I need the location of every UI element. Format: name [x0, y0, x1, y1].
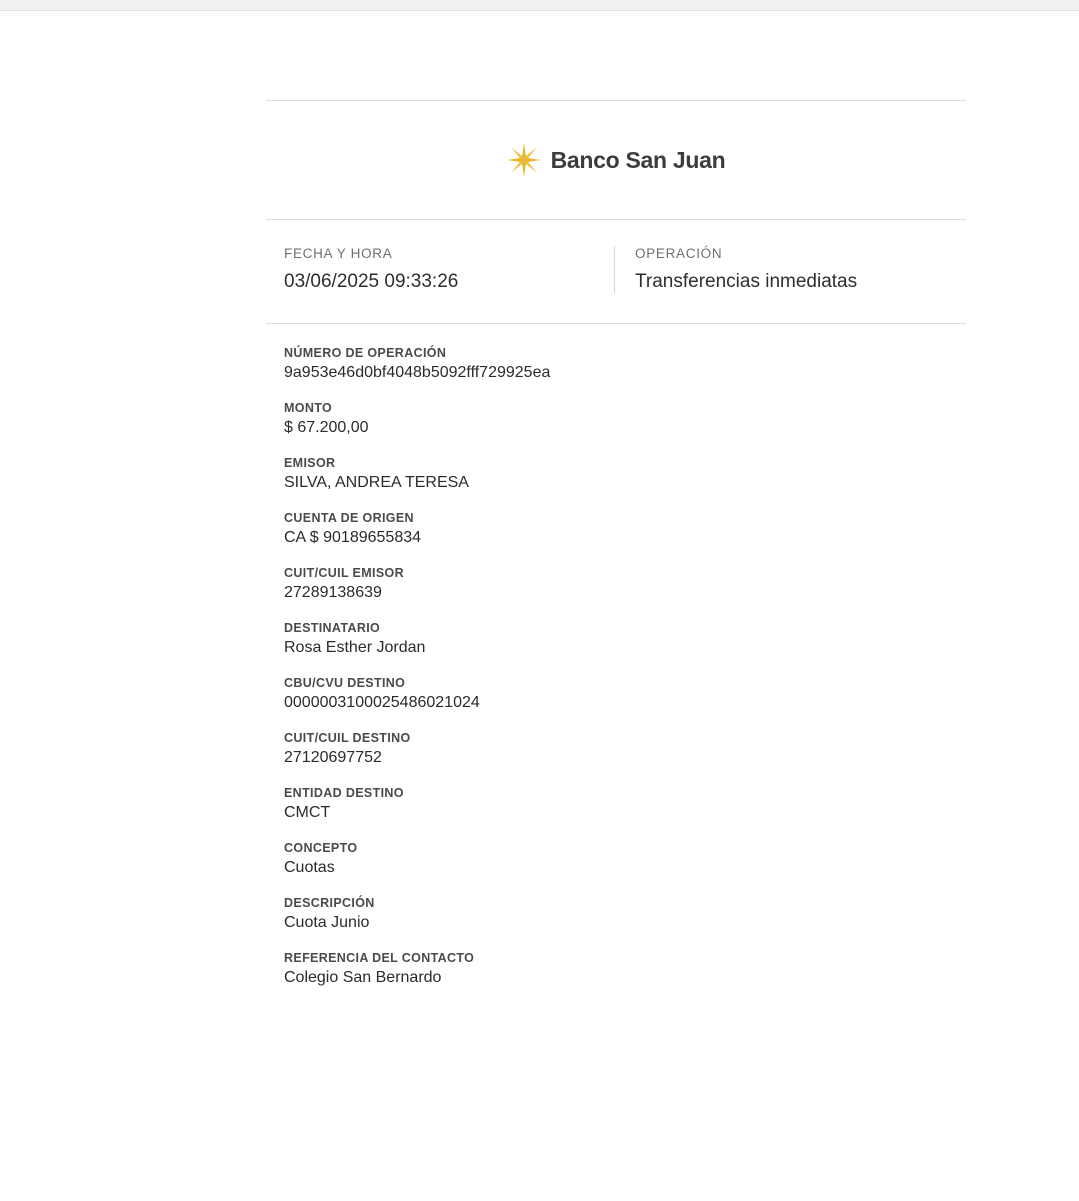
field-label: CBU/CVU DESTINO	[284, 676, 406, 690]
detail-field	[284, 346, 966, 382]
starburst-icon	[507, 143, 541, 177]
bank-name: Banco San Juan	[550, 146, 726, 173]
field-value: 0000003100025486021024	[284, 694, 480, 711]
detail-field	[284, 676, 966, 712]
receipt-details	[266, 324, 966, 987]
datetime-label: FECHA Y HORA	[284, 246, 393, 261]
field-value: 9a953e46d0bf4048b5092fff729925ea	[284, 364, 551, 381]
receipt-meta	[266, 220, 966, 323]
datetime-block	[266, 246, 614, 293]
detail-field	[284, 841, 966, 877]
field-label: CUIT/CUIL DESTINO	[284, 731, 411, 745]
detail-field	[284, 731, 966, 767]
field-value: CMCT	[284, 804, 331, 821]
field-value: Colegio San Bernardo	[284, 969, 442, 986]
detail-field	[284, 456, 966, 492]
field-label: CONCEPTO	[284, 841, 358, 855]
field-label: MONTO	[284, 401, 333, 415]
detail-field	[284, 511, 966, 547]
field-label: DESTINATARIO	[284, 621, 381, 635]
detail-field	[284, 786, 966, 822]
detail-field	[284, 896, 966, 932]
bank-logo	[507, 143, 726, 177]
field-value: Rosa Esther Jordan	[284, 639, 426, 656]
field-label: NÚMERO DE OPERACIÓN	[284, 346, 447, 360]
field-value: Cuota Junio	[284, 914, 370, 931]
detail-field	[284, 621, 966, 657]
field-label: DESCRIPCIÓN	[284, 896, 375, 910]
operation-block	[614, 246, 857, 293]
field-value: 27120697752	[284, 749, 382, 766]
field-value: $ 67.200,00	[284, 419, 369, 436]
field-value: 27289138639	[284, 584, 382, 601]
operation-value: Transferencias inmediatas	[635, 271, 858, 292]
field-label: CUIT/CUIL EMISOR	[284, 566, 404, 580]
browser-top-strip	[0, 0, 1079, 11]
detail-field	[284, 401, 966, 437]
field-label: REFERENCIA DEL CONTACTO	[284, 951, 475, 965]
field-label: CUENTA DE ORIGEN	[284, 511, 414, 525]
datetime-value: 03/06/2025 09:33:26	[284, 271, 459, 292]
operation-label: OPERACIÓN	[635, 246, 723, 261]
field-label: ENTIDAD DESTINO	[284, 786, 404, 800]
field-value: CA $ 90189655834	[284, 529, 422, 546]
transfer-receipt	[266, 100, 966, 1006]
detail-field	[284, 951, 966, 987]
field-value: SILVA, ANDREA TERESA	[284, 474, 469, 491]
field-value: Cuotas	[284, 859, 335, 876]
detail-field	[284, 566, 966, 602]
field-label: EMISOR	[284, 456, 336, 470]
brand-header	[266, 101, 966, 219]
